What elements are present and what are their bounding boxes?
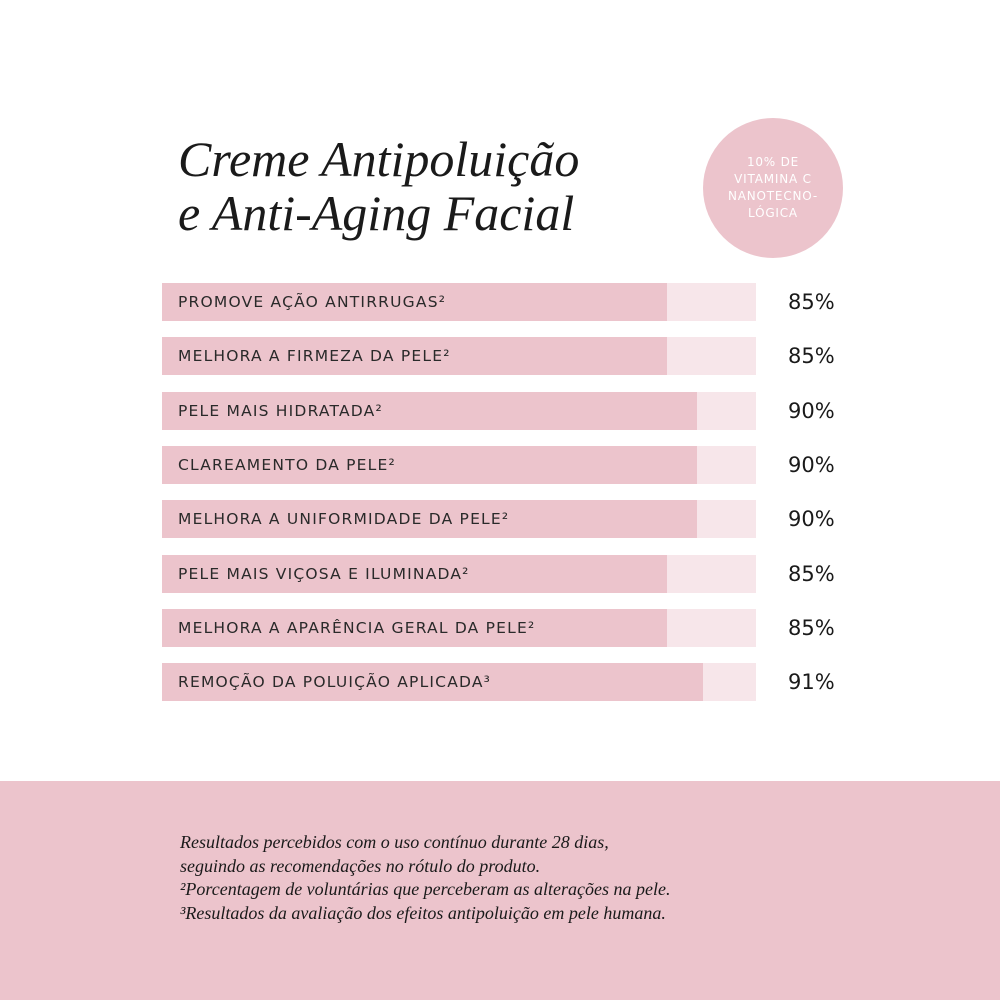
bar-row xyxy=(162,609,756,647)
bar-label: MELHORA A FIRMEZA DA PELE² xyxy=(178,347,451,365)
bar-row xyxy=(162,392,756,430)
bar-row xyxy=(162,283,756,321)
bar-value-label: 90% xyxy=(788,507,835,531)
chart-title-line-2: e Anti-Aging Facial xyxy=(178,185,575,241)
vitamin-c-badge-text: 10% DE VITAMINA C NANOTECNO- LÓGICA xyxy=(728,155,818,220)
bar-label: PELE MAIS HIDRATADA² xyxy=(178,402,383,420)
bar-label: REMOÇÃO DA POLUIÇÃO APLICADA³ xyxy=(178,673,492,691)
footnote-line-3: ²Porcentagem de voluntárias que perceberam as alterações na pele. xyxy=(180,879,671,899)
bar-value-label: 85% xyxy=(788,290,835,314)
footnotes xyxy=(180,831,900,925)
bar-label: MELHORA A UNIFORMIDADE DA PELE² xyxy=(178,510,510,528)
chart-title-line-1: Creme Antipoluição xyxy=(178,131,580,187)
footnote-line-4: ³Resultados da avaliação dos efeitos antipoluição em pele humana. xyxy=(180,902,666,923)
footer-panel xyxy=(0,781,1000,1000)
bar-value-label: 85% xyxy=(788,616,835,640)
bar-row xyxy=(162,337,756,375)
bar-value-label: 91% xyxy=(788,670,835,694)
bar-value-label: 90% xyxy=(788,399,835,423)
bar-label: CLAREAMENTO DA PELE² xyxy=(178,456,396,474)
bar-row xyxy=(162,663,756,701)
bar-value-label: 90% xyxy=(788,453,835,477)
bar-value-label: 85% xyxy=(788,562,835,586)
bar-label: PELE MAIS VIÇOSA E ILUMINADA² xyxy=(178,565,470,583)
bar-label: PROMOVE AÇÃO ANTIRRUGAS² xyxy=(178,293,447,311)
bar-row xyxy=(162,500,756,538)
bar-value-label: 85% xyxy=(788,344,835,368)
bar-row xyxy=(162,446,756,484)
bar-row xyxy=(162,555,756,593)
footnote-line-1: Resultados percebidos com o uso contínuo durante 28 dias, xyxy=(180,832,609,852)
bar-label: MELHORA A APARÊNCIA GERAL DA PELE² xyxy=(178,619,536,637)
footnote-line-2: seguindo as recomendações no rótulo do produto. xyxy=(180,855,541,876)
